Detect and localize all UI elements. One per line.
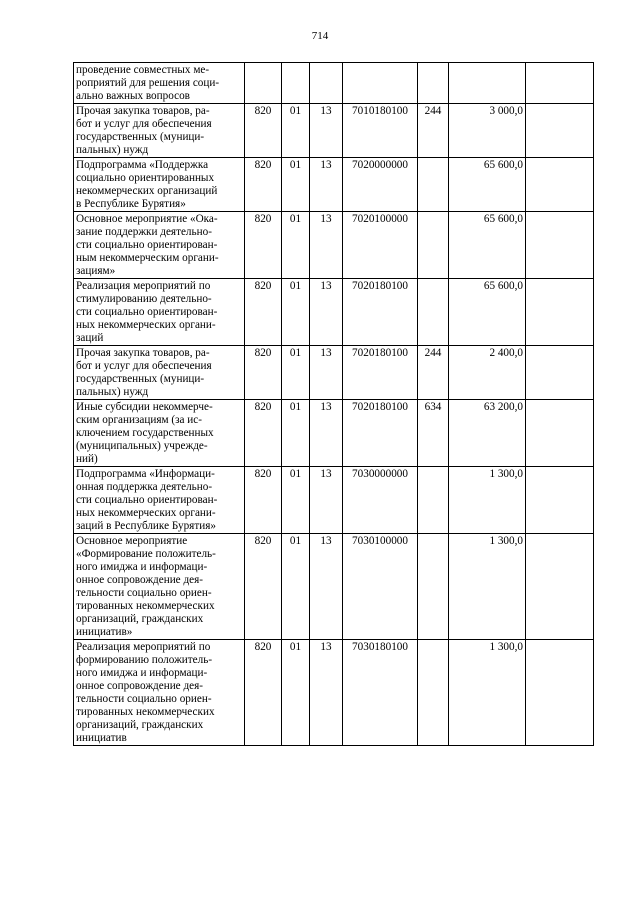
subsection-code-cell: 13	[310, 279, 343, 346]
ministry-code-cell: 820	[245, 158, 282, 212]
table-row	[74, 346, 594, 400]
amount-cell: 63 200,0	[449, 400, 526, 467]
item-name-line: в Республике Бурятия»	[76, 198, 186, 210]
item-name-line: Подпрограмма «Поддержка	[76, 159, 209, 171]
item-name-line: Прочая закупка товаров, ра-	[76, 347, 210, 359]
table-row	[74, 212, 594, 279]
amount-cell: 65 600,0	[449, 279, 526, 346]
extra-amount-cell	[526, 63, 594, 104]
ministry-code-cell: 820	[245, 400, 282, 467]
expense-type-cell	[418, 158, 449, 212]
amount-cell: 1 300,0	[449, 467, 526, 534]
ministry-code-cell: 820	[245, 279, 282, 346]
target-article-cell: 7020180100	[343, 279, 418, 346]
item-name-line: организаций, гражданских	[76, 613, 204, 625]
subsection-code-cell: 13	[310, 212, 343, 279]
item-name-line: онное сопровождение дея-	[76, 574, 203, 586]
item-name-cell	[74, 104, 245, 158]
target-article-cell: 7020000000	[343, 158, 418, 212]
section-code-cell: 01	[282, 640, 310, 746]
table-row	[74, 104, 594, 158]
target-article-cell	[343, 63, 418, 104]
ministry-code-cell: 820	[245, 346, 282, 400]
ministry-code-cell: 820	[245, 640, 282, 746]
item-name-line: бот и услуг для обеспечения	[76, 118, 212, 130]
item-name-line: Реализация мероприятий по	[76, 641, 211, 653]
item-name-line: некоммерческих организаций	[76, 185, 218, 197]
item-name-line: формированию положитель-	[76, 654, 213, 666]
item-name-line: Основное мероприятие	[76, 535, 188, 547]
item-name-line: онное сопровождение дея-	[76, 680, 203, 692]
extra-amount-cell	[526, 400, 594, 467]
section-code-cell: 01	[282, 467, 310, 534]
item-name-line: стимулированию деятельно-	[76, 293, 212, 305]
section-code-cell: 01	[282, 534, 310, 640]
amount-cell: 1 300,0	[449, 534, 526, 640]
amount-cell: 1 300,0	[449, 640, 526, 746]
subsection-code-cell: 13	[310, 400, 343, 467]
amount-cell: 65 600,0	[449, 212, 526, 279]
section-code-cell: 01	[282, 279, 310, 346]
subsection-code-cell: 13	[310, 467, 343, 534]
item-name-line: сти социально ориентирован-	[76, 239, 218, 251]
expense-type-cell	[418, 467, 449, 534]
amount-cell	[449, 63, 526, 104]
ministry-code-cell: 820	[245, 534, 282, 640]
item-name-line: роприятий для решения соци-	[76, 77, 220, 89]
item-name-line: Иные субсидии некоммерче-	[76, 401, 213, 413]
extra-amount-cell	[526, 104, 594, 158]
expense-type-cell	[418, 279, 449, 346]
expense-type-cell	[418, 63, 449, 104]
item-name-line: тированных некоммерческих	[76, 706, 215, 718]
item-name-line: ключением государственных	[76, 427, 214, 439]
item-name-line: тельности социально ориен-	[76, 587, 212, 599]
subsection-code-cell: 13	[310, 640, 343, 746]
item-name-line: государственных (муници-	[76, 131, 205, 143]
section-code-cell: 01	[282, 400, 310, 467]
table-row	[74, 400, 594, 467]
target-article-cell: 7020180100	[343, 400, 418, 467]
amount-cell: 2 400,0	[449, 346, 526, 400]
target-article-cell: 7020180100	[343, 346, 418, 400]
item-name-cell	[74, 346, 245, 400]
budget-table	[73, 62, 594, 746]
target-article-cell: 7030180100	[343, 640, 418, 746]
section-code-cell: 01	[282, 104, 310, 158]
item-name-cell	[74, 279, 245, 346]
item-name-cell	[74, 158, 245, 212]
item-name-line: ного имиджа и информаци-	[76, 561, 208, 573]
item-name-line: бот и услуг для обеспечения	[76, 360, 212, 372]
table-row	[74, 534, 594, 640]
expense-type-cell	[418, 640, 449, 746]
item-name-line: Основное мероприятие «Ока-	[76, 213, 218, 225]
item-name-line: пальных) нужд	[76, 144, 149, 156]
item-name-line: инициатив	[76, 732, 127, 744]
item-name-line: сти социально ориентирован-	[76, 306, 218, 318]
item-name-line: ных некоммерческих органи-	[76, 507, 216, 519]
extra-amount-cell	[526, 534, 594, 640]
ministry-code-cell: 820	[245, 467, 282, 534]
expense-type-cell	[418, 534, 449, 640]
target-article-cell: 7010180100	[343, 104, 418, 158]
item-name-line: инициатив»	[76, 626, 133, 638]
page-number: 714	[311, 30, 329, 42]
ministry-code-cell	[245, 63, 282, 104]
expense-type-cell: 244	[418, 104, 449, 158]
item-name-line: сти социально ориентирован-	[76, 494, 218, 506]
target-article-cell: 7020100000	[343, 212, 418, 279]
expense-type-cell: 244	[418, 346, 449, 400]
item-name-line: Прочая закупка товаров, ра-	[76, 105, 210, 117]
subsection-code-cell: 13	[310, 104, 343, 158]
ministry-code-cell: 820	[245, 104, 282, 158]
extra-amount-cell	[526, 212, 594, 279]
item-name-line: социально ориентированных	[76, 172, 215, 184]
item-name-line: организаций, гражданских	[76, 719, 204, 731]
item-name-line: проведение совместных ме-	[76, 64, 210, 76]
extra-amount-cell	[526, 279, 594, 346]
item-name-line: ного имиджа и информаци-	[76, 667, 208, 679]
expense-type-cell	[418, 212, 449, 279]
extra-amount-cell	[526, 346, 594, 400]
item-name-line: «Формирование положитель-	[76, 548, 216, 560]
item-name-line: зациям»	[76, 265, 116, 277]
item-name-line: ским организациям (за ис-	[76, 414, 202, 426]
subsection-code-cell	[310, 63, 343, 104]
amount-cell: 3 000,0	[449, 104, 526, 158]
item-name-cell	[74, 640, 245, 746]
extra-amount-cell	[526, 158, 594, 212]
item-name-line: ных некоммерческих органи-	[76, 319, 216, 331]
item-name-line: (муниципальных) учрежде-	[76, 440, 208, 452]
section-code-cell: 01	[282, 212, 310, 279]
item-name-cell	[74, 212, 245, 279]
item-name-line: заций в Республике Бурятия»	[76, 520, 216, 532]
target-article-cell: 7030000000	[343, 467, 418, 534]
expense-type-cell: 634	[418, 400, 449, 467]
item-name-cell	[74, 63, 245, 104]
item-name-line: пальных) нужд	[76, 386, 149, 398]
subsection-code-cell: 13	[310, 346, 343, 400]
table-row	[74, 63, 594, 104]
ministry-code-cell: 820	[245, 212, 282, 279]
extra-amount-cell	[526, 467, 594, 534]
target-article-cell: 7030100000	[343, 534, 418, 640]
extra-amount-cell	[526, 640, 594, 746]
item-name-cell	[74, 400, 245, 467]
amount-cell: 65 600,0	[449, 158, 526, 212]
item-name-line: заций	[76, 332, 104, 344]
subsection-code-cell: 13	[310, 534, 343, 640]
item-name-cell	[74, 534, 245, 640]
item-name-line: государственных (муници-	[76, 373, 205, 385]
item-name-line: тированных некоммерческих	[76, 600, 215, 612]
item-name-line: тельности социально ориен-	[76, 693, 212, 705]
item-name-line: зание поддержки деятельно-	[76, 226, 212, 238]
section-code-cell: 01	[282, 346, 310, 400]
table-row	[74, 640, 594, 746]
section-code-cell: 01	[282, 158, 310, 212]
item-name-line: ным некоммерческим органи-	[76, 252, 219, 264]
item-name-line: Подпрограмма «Информаци-	[76, 468, 215, 480]
table-row	[74, 158, 594, 212]
item-name-line: ально важных вопросов	[76, 90, 190, 102]
item-name-line: ний)	[76, 453, 98, 465]
item-name-line: Реализация мероприятий по	[76, 280, 211, 292]
item-name-cell	[74, 467, 245, 534]
table-row	[74, 279, 594, 346]
table-row	[74, 467, 594, 534]
section-code-cell	[282, 63, 310, 104]
item-name-line: онная поддержка деятельно-	[76, 481, 213, 493]
subsection-code-cell: 13	[310, 158, 343, 212]
